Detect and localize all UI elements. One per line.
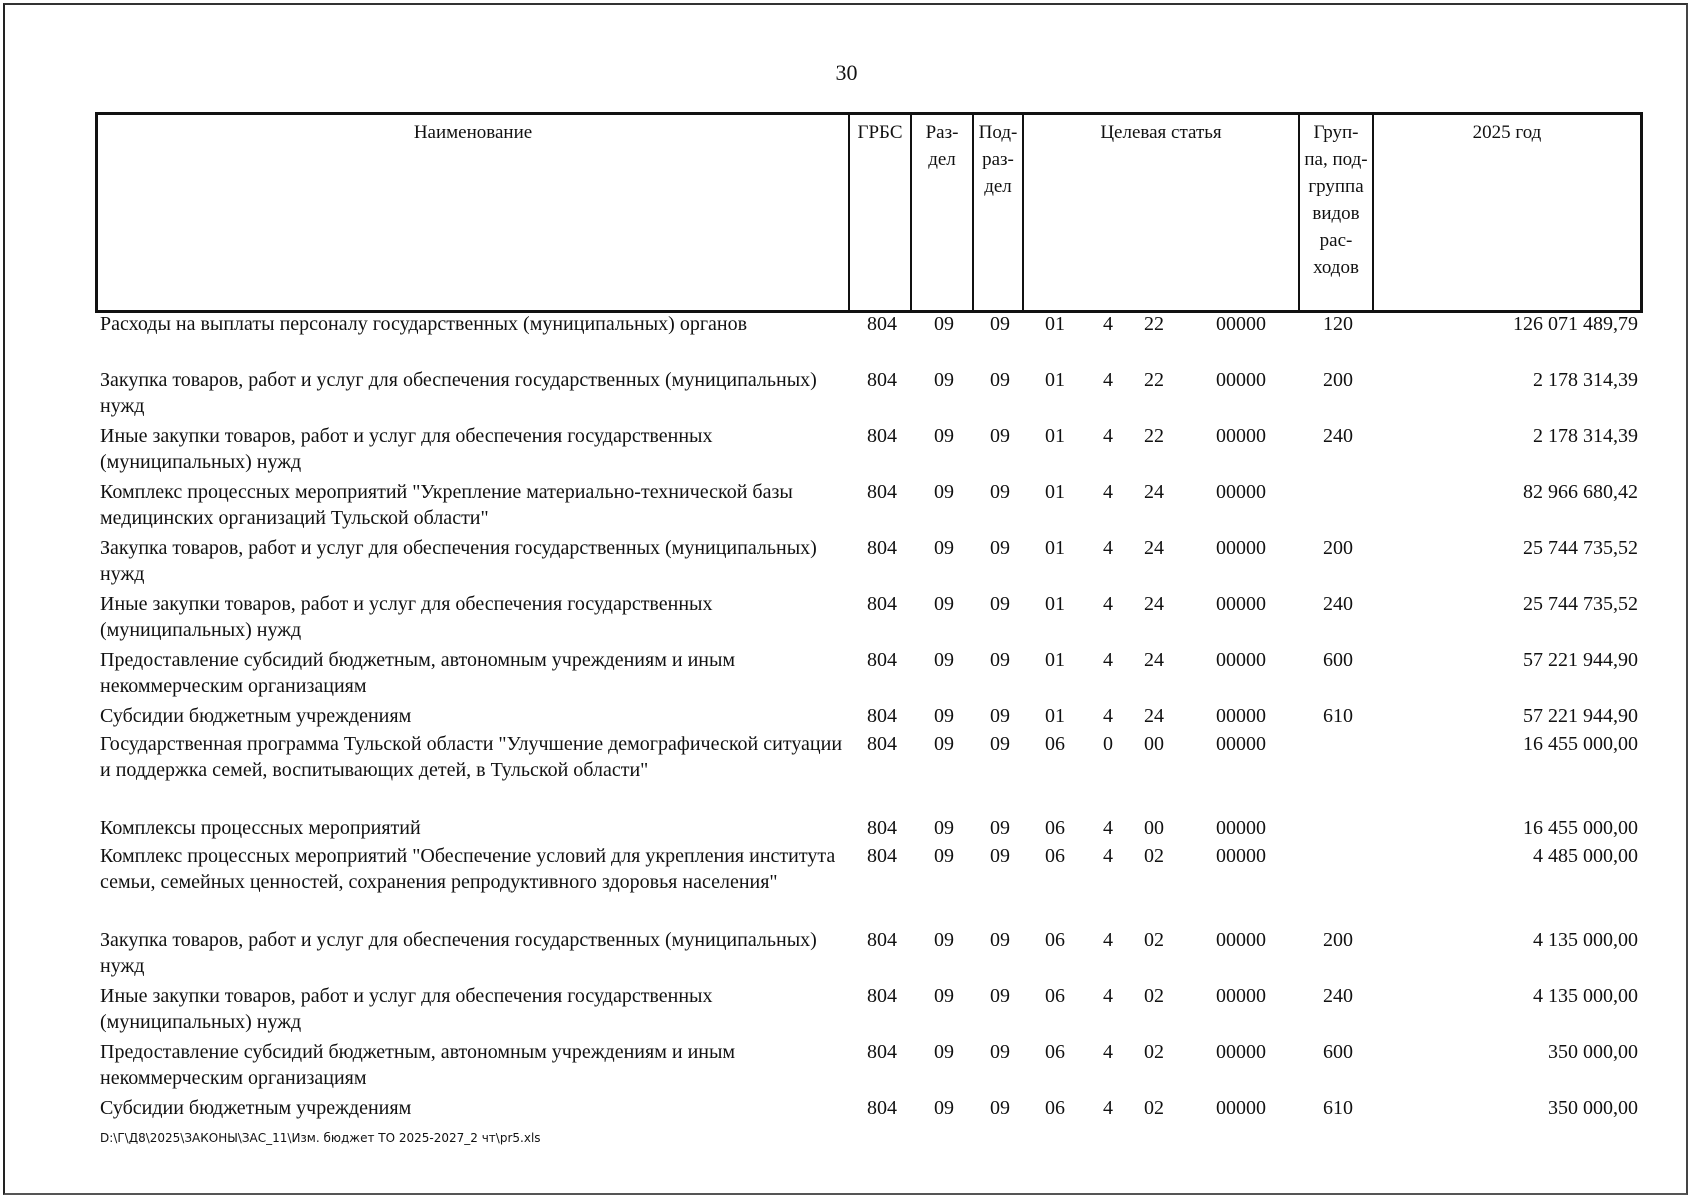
header-name: Наименование (413, 122, 533, 143)
row-grbs: 804 (867, 425, 897, 447)
row-name: Закупка товаров, работ и услуг для обеспечения государственных (муниципальных) нужд (100, 537, 817, 585)
row-target-2: 4 (1103, 369, 1113, 391)
row-name: Закупка товаров, работ и услуг для обеспечения государственных (муниципальных) нужд (100, 369, 817, 417)
row-group: 240 (1323, 425, 1353, 447)
row-target-1: 06 (1045, 817, 1065, 839)
row-podrazdel: 09 (990, 593, 1010, 615)
row-podrazdel: 09 (990, 537, 1010, 559)
row-target-3: 02 (1144, 1097, 1164, 1119)
row-target-4: 00000 (1216, 649, 1266, 671)
row-target-3: 02 (1144, 1041, 1164, 1063)
row-amount: 4 135 000,00 (1533, 929, 1638, 951)
row-target-3: 24 (1144, 481, 1164, 503)
row-amount: 2 178 314,39 (1533, 369, 1638, 391)
header-target: Целевая статья (1022, 115, 1298, 310)
row-name: Иные закупки товаров, работ и услуг для обеспечения государственных (муниципальных) нужд (100, 425, 713, 473)
row-target-3: 02 (1144, 929, 1164, 951)
row-razdel: 09 (934, 1097, 954, 1119)
row-group: 600 (1323, 649, 1353, 671)
row-name: Комплексы процессных мероприятий (100, 817, 421, 839)
row-group: 600 (1323, 1041, 1353, 1063)
row-name: Закупка товаров, работ и услуг для обеспечения государственных (муниципальных) нужд (100, 929, 817, 977)
row-grbs: 804 (867, 649, 897, 671)
row-name: Расходы на выплаты персоналу государственных (муниципальных) органов (100, 313, 748, 335)
row-target-2: 4 (1103, 593, 1113, 615)
row-target-1: 06 (1045, 1041, 1065, 1063)
row-group: 610 (1323, 705, 1353, 727)
row-target-2: 4 (1103, 1097, 1113, 1119)
row-amount: 25 744 735,52 (1523, 537, 1638, 559)
row-grbs: 804 (867, 1041, 897, 1063)
row-target-1: 01 (1045, 705, 1065, 727)
row-target-3: 24 (1144, 593, 1164, 615)
row-name: Комплекс процессных мероприятий "Укрепление материально-технической базы медицинских организаций Тульской области" (100, 481, 793, 529)
row-target-4: 00000 (1216, 929, 1266, 951)
row-podrazdel: 09 (990, 369, 1010, 391)
row-target-2: 4 (1103, 985, 1113, 1007)
row-group: 200 (1323, 929, 1353, 951)
row-podrazdel: 09 (990, 705, 1010, 727)
row-razdel: 09 (934, 817, 954, 839)
row-razdel: 09 (934, 929, 954, 951)
row-target-4: 00000 (1216, 313, 1266, 335)
row-amount: 4 135 000,00 (1533, 985, 1638, 1007)
row-amount: 350 000,00 (1548, 1097, 1638, 1119)
row-grbs: 804 (867, 1097, 897, 1119)
row-grbs: 804 (867, 705, 897, 727)
row-name: Предоставление субсидий бюджетным, автономным учреждениям и иным некоммерческим организациям (100, 1041, 736, 1089)
row-amount: 82 966 680,42 (1523, 481, 1638, 503)
row-target-4: 00000 (1216, 369, 1266, 391)
row-group: 240 (1323, 593, 1353, 615)
row-target-4: 00000 (1216, 1097, 1266, 1119)
row-podrazdel: 09 (990, 985, 1010, 1007)
row-grbs: 804 (867, 593, 897, 615)
row-grbs: 804 (867, 481, 897, 503)
row-razdel: 09 (934, 1041, 954, 1063)
row-razdel: 09 (934, 481, 954, 503)
row-target-3: 24 (1144, 705, 1164, 727)
row-razdel: 09 (934, 985, 954, 1007)
row-name: Предоставление субсидий бюджетным, автономным учреждениям и иным некоммерческим организациям (100, 649, 736, 697)
row-amount: 126 071 489,79 (1513, 313, 1638, 335)
row-grbs: 804 (867, 733, 897, 755)
row-target-2: 4 (1103, 929, 1113, 951)
row-target-3: 24 (1144, 649, 1164, 671)
row-podrazdel: 09 (990, 1041, 1010, 1063)
row-target-3: 24 (1144, 537, 1164, 559)
row-target-3: 22 (1144, 313, 1164, 335)
row-target-2: 4 (1103, 425, 1113, 447)
row-amount: 350 000,00 (1548, 1041, 1638, 1063)
row-target-3: 22 (1144, 369, 1164, 391)
row-target-1: 06 (1045, 733, 1065, 755)
row-razdel: 09 (934, 537, 954, 559)
row-target-1: 01 (1045, 649, 1065, 671)
row-target-1: 06 (1045, 929, 1065, 951)
row-target-2: 4 (1103, 649, 1113, 671)
row-target-4: 00000 (1216, 481, 1266, 503)
row-amount: 16 455 000,00 (1523, 733, 1638, 755)
row-name: Иные закупки товаров, работ и услуг для обеспечения государственных (муниципальных) нужд (100, 985, 713, 1033)
row-grbs: 804 (867, 313, 897, 335)
row-podrazdel: 09 (990, 425, 1010, 447)
header-razdel: Раз- дел (910, 115, 972, 310)
row-target-1: 06 (1045, 985, 1065, 1007)
row-podrazdel: 09 (990, 313, 1010, 335)
row-podrazdel: 09 (990, 845, 1010, 867)
row-target-4: 00000 (1216, 425, 1266, 447)
row-group: 200 (1323, 537, 1353, 559)
row-target-2: 4 (1103, 537, 1113, 559)
row-podrazdel: 09 (990, 929, 1010, 951)
row-target-4: 00000 (1216, 985, 1266, 1007)
row-grbs: 804 (867, 929, 897, 951)
row-target-1: 01 (1045, 537, 1065, 559)
row-grbs: 804 (867, 537, 897, 559)
row-name: Иные закупки товаров, работ и услуг для обеспечения государственных (муниципальных) нужд (100, 593, 713, 641)
row-amount: 4 485 000,00 (1533, 845, 1638, 867)
row-name: Субсидии бюджетным учреждениям (100, 705, 412, 727)
row-grbs: 804 (867, 817, 897, 839)
row-target-1: 06 (1045, 1097, 1065, 1119)
row-group: 120 (1323, 313, 1353, 335)
row-target-4: 00000 (1216, 705, 1266, 727)
row-target-1: 06 (1045, 845, 1065, 867)
row-podrazdel: 09 (990, 733, 1010, 755)
row-group: 240 (1323, 985, 1353, 1007)
table-header (95, 112, 1643, 313)
header-grbs: ГРБС (848, 115, 910, 310)
row-razdel: 09 (934, 733, 954, 755)
row-target-2: 0 (1103, 733, 1113, 755)
header-year: 2025 год (1372, 115, 1640, 310)
header-group: Груп- па, под- группа видов рас- ходов (1298, 115, 1372, 310)
row-podrazdel: 09 (990, 1097, 1010, 1119)
row-razdel: 09 (934, 705, 954, 727)
row-podrazdel: 09 (990, 649, 1010, 671)
row-target-2: 4 (1103, 817, 1113, 839)
row-razdel: 09 (934, 313, 954, 335)
row-target-3: 02 (1144, 845, 1164, 867)
row-target-1: 01 (1045, 425, 1065, 447)
row-target-3: 00 (1144, 733, 1164, 755)
row-group: 610 (1323, 1097, 1353, 1119)
footer-file-path: D:\Г\Д8\2025\ЗАКОНЫ\ЗАС_11\Изм. бюджет ТО 2025-2027_2 чт\pr5.xls (100, 1131, 541, 1145)
header-podrazdel: Под- раз- дел (972, 115, 1022, 310)
row-target-3: 22 (1144, 425, 1164, 447)
row-target-2: 4 (1103, 845, 1113, 867)
row-grbs: 804 (867, 845, 897, 867)
row-razdel: 09 (934, 845, 954, 867)
row-name: Государственная программа Тульской области "Улучшение демографической ситуации и поддержка семей, воспитывающих детей, в Тульской области" (100, 733, 843, 781)
row-podrazdel: 09 (990, 481, 1010, 503)
row-name: Субсидии бюджетным учреждениям (100, 1097, 412, 1119)
row-target-1: 01 (1045, 313, 1065, 335)
row-target-4: 00000 (1216, 733, 1266, 755)
row-amount: 25 744 735,52 (1523, 593, 1638, 615)
row-razdel: 09 (934, 649, 954, 671)
row-target-4: 00000 (1216, 537, 1266, 559)
row-target-3: 00 (1144, 817, 1164, 839)
row-amount: 57 221 944,90 (1523, 705, 1638, 727)
row-target-2: 4 (1103, 1041, 1113, 1063)
row-target-4: 00000 (1216, 1041, 1266, 1063)
row-amount: 2 178 314,39 (1533, 425, 1638, 447)
row-razdel: 09 (934, 425, 954, 447)
row-target-3: 02 (1144, 985, 1164, 1007)
row-amount: 57 221 944,90 (1523, 649, 1638, 671)
row-amount: 16 455 000,00 (1523, 817, 1638, 839)
row-grbs: 804 (867, 369, 897, 391)
page-number: 30 (835, 60, 858, 85)
row-razdel: 09 (934, 593, 954, 615)
row-target-1: 01 (1045, 593, 1065, 615)
row-razdel: 09 (934, 369, 954, 391)
row-target-2: 4 (1103, 481, 1113, 503)
row-target-1: 01 (1045, 369, 1065, 391)
row-target-4: 00000 (1216, 817, 1266, 839)
row-target-4: 00000 (1216, 593, 1266, 615)
row-target-2: 4 (1103, 313, 1113, 335)
row-name: Комплекс процессных мероприятий "Обеспечение условий для укрепления института семьи, семейных ценностей, сохранения репродуктивного здоровья населения" (100, 845, 836, 893)
row-group: 200 (1323, 369, 1353, 391)
row-podrazdel: 09 (990, 817, 1010, 839)
row-target-4: 00000 (1216, 845, 1266, 867)
row-target-1: 01 (1045, 481, 1065, 503)
row-grbs: 804 (867, 985, 897, 1007)
row-target-2: 4 (1103, 705, 1113, 727)
